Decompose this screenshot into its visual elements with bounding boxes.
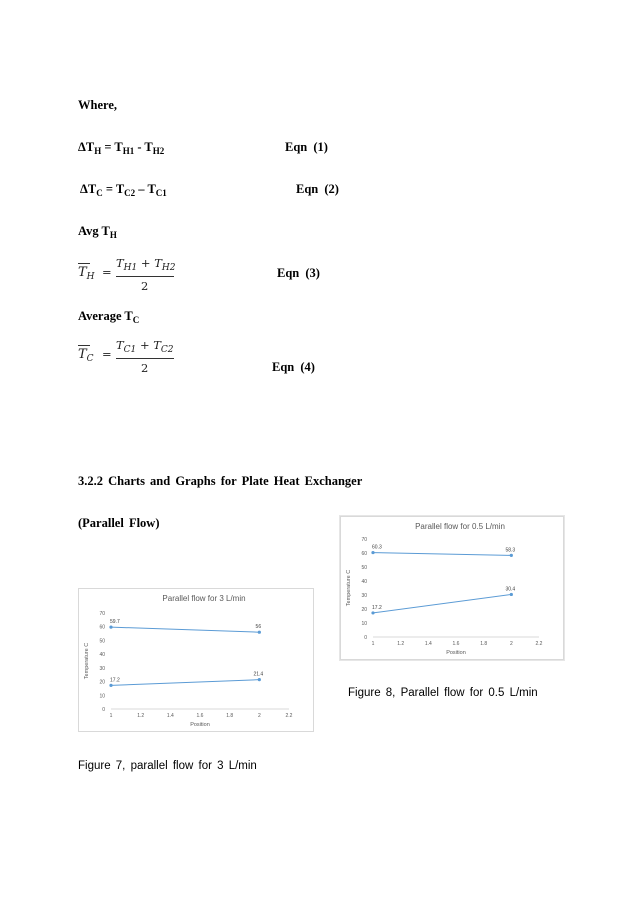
- y-tick-label: 40: [99, 652, 105, 659]
- x-tick-label: 1.4: [166, 713, 174, 719]
- y-tick-label: 50: [99, 638, 105, 645]
- data-label: 56: [255, 624, 262, 631]
- x-tick-label: 1: [109, 713, 113, 719]
- y-tick-label: 60: [361, 551, 367, 557]
- equation-2: $\Delta T_C = T_{C2} - T_{C1}$: [80, 182, 167, 198]
- avg-th-label: Avg $T_H$: [78, 224, 117, 240]
- data-point: [258, 678, 261, 681]
- series-line-1: [373, 553, 511, 556]
- section-heading: 3.2.2 Charts and Graphs for Plate Heat Exchanger: [78, 474, 363, 488]
- y-tick-label: 70: [99, 611, 105, 617]
- x-axis-label: Position: [190, 722, 210, 728]
- figure-7-caption: Figure 7, parallel flow for 3 L/min: [78, 760, 257, 772]
- data-label: 21.4: [253, 671, 264, 678]
- equation-1-tag: Eqn (1): [285, 140, 328, 154]
- y-tick-label: 10: [99, 693, 105, 700]
- data-label: 30.4: [505, 586, 516, 593]
- chart-figure-8: [340, 516, 564, 660]
- chart-figure-7: [78, 588, 314, 732]
- data-label: 17.2: [110, 677, 120, 684]
- x-tick-label: 2: [257, 713, 261, 719]
- equation-4-tag: Eqn (4): [272, 360, 315, 374]
- data-label: 59.7: [110, 619, 120, 626]
- fraction-bar: [116, 358, 174, 359]
- chart-title: Parallel flow for 0.5 L/min: [415, 522, 505, 531]
- y-tick-label: 20: [99, 679, 105, 686]
- x-tick-label: 1.8: [226, 713, 234, 719]
- data-point: [371, 611, 374, 614]
- series-line-2: [373, 594, 511, 612]
- fraction-bar: [116, 276, 174, 277]
- y-axis-label: Temperature C: [346, 569, 352, 607]
- series-line-1: [111, 627, 259, 632]
- y-tick-label: 0: [364, 635, 367, 641]
- overbar: [78, 263, 90, 264]
- data-point: [109, 626, 112, 629]
- chart-title: Parallel flow for 3 L/min: [162, 594, 246, 603]
- y-tick-label: 60: [99, 624, 105, 631]
- x-tick-label: 1.8: [480, 641, 488, 647]
- equation-1: $\Delta T_H = T_{H1} - T_{H2}$: [78, 140, 165, 156]
- x-tick-label: 1: [371, 641, 375, 647]
- y-tick-label: 30: [99, 665, 105, 672]
- line-chart-3-lpm: [79, 589, 313, 731]
- y-tick-label: 10: [361, 621, 367, 627]
- data-label: 17.2: [372, 604, 382, 611]
- figure-8-caption: Figure 8, Parallel flow for 0.5 L/min: [348, 687, 538, 699]
- y-tick-label: 70: [361, 537, 367, 543]
- data-label: 60.3: [372, 544, 382, 551]
- data-point: [371, 551, 374, 554]
- x-tick-label: 1.6: [196, 713, 204, 719]
- y-tick-label: 20: [361, 607, 367, 613]
- formula-th-mean: $T_H$ = $T_{H1} + T_{H2}$ 2: [78, 256, 176, 293]
- overbar: [78, 345, 90, 346]
- x-tick-label: 1.4: [424, 641, 432, 647]
- y-axis-label: Temperature C: [84, 642, 90, 680]
- subheading: (Parallel Flow): [78, 516, 160, 530]
- line-chart-0.5-lpm: [341, 517, 563, 659]
- equation-2-tag: Eqn (2): [296, 182, 339, 196]
- x-axis-label: Position: [446, 650, 466, 656]
- y-tick-label: 40: [361, 579, 367, 585]
- avg-tc-label: Average $T_C$: [78, 309, 140, 325]
- data-label: 58.3: [505, 547, 516, 554]
- y-tick-label: 0: [102, 707, 105, 713]
- series-line-2: [111, 680, 259, 686]
- y-tick-label: 30: [361, 593, 367, 599]
- x-tick-label: 1.2: [397, 641, 405, 647]
- formula-tc-mean: $T_C$ = $T_{C1} + T_{C2}$ 2: [78, 338, 174, 375]
- data-point: [109, 684, 112, 687]
- equation-3-tag: Eqn (3): [277, 266, 320, 280]
- x-tick-label: 2: [509, 641, 513, 647]
- data-point: [258, 631, 261, 634]
- x-tick-label: 1.2: [137, 713, 145, 719]
- x-tick-label: 2.2: [535, 641, 543, 647]
- data-point: [510, 554, 513, 557]
- y-tick-label: 50: [361, 565, 367, 571]
- data-point: [510, 593, 513, 596]
- where-label: Where,: [78, 98, 117, 112]
- x-tick-label: 2.2: [285, 713, 293, 719]
- x-tick-label: 1.6: [452, 641, 460, 647]
